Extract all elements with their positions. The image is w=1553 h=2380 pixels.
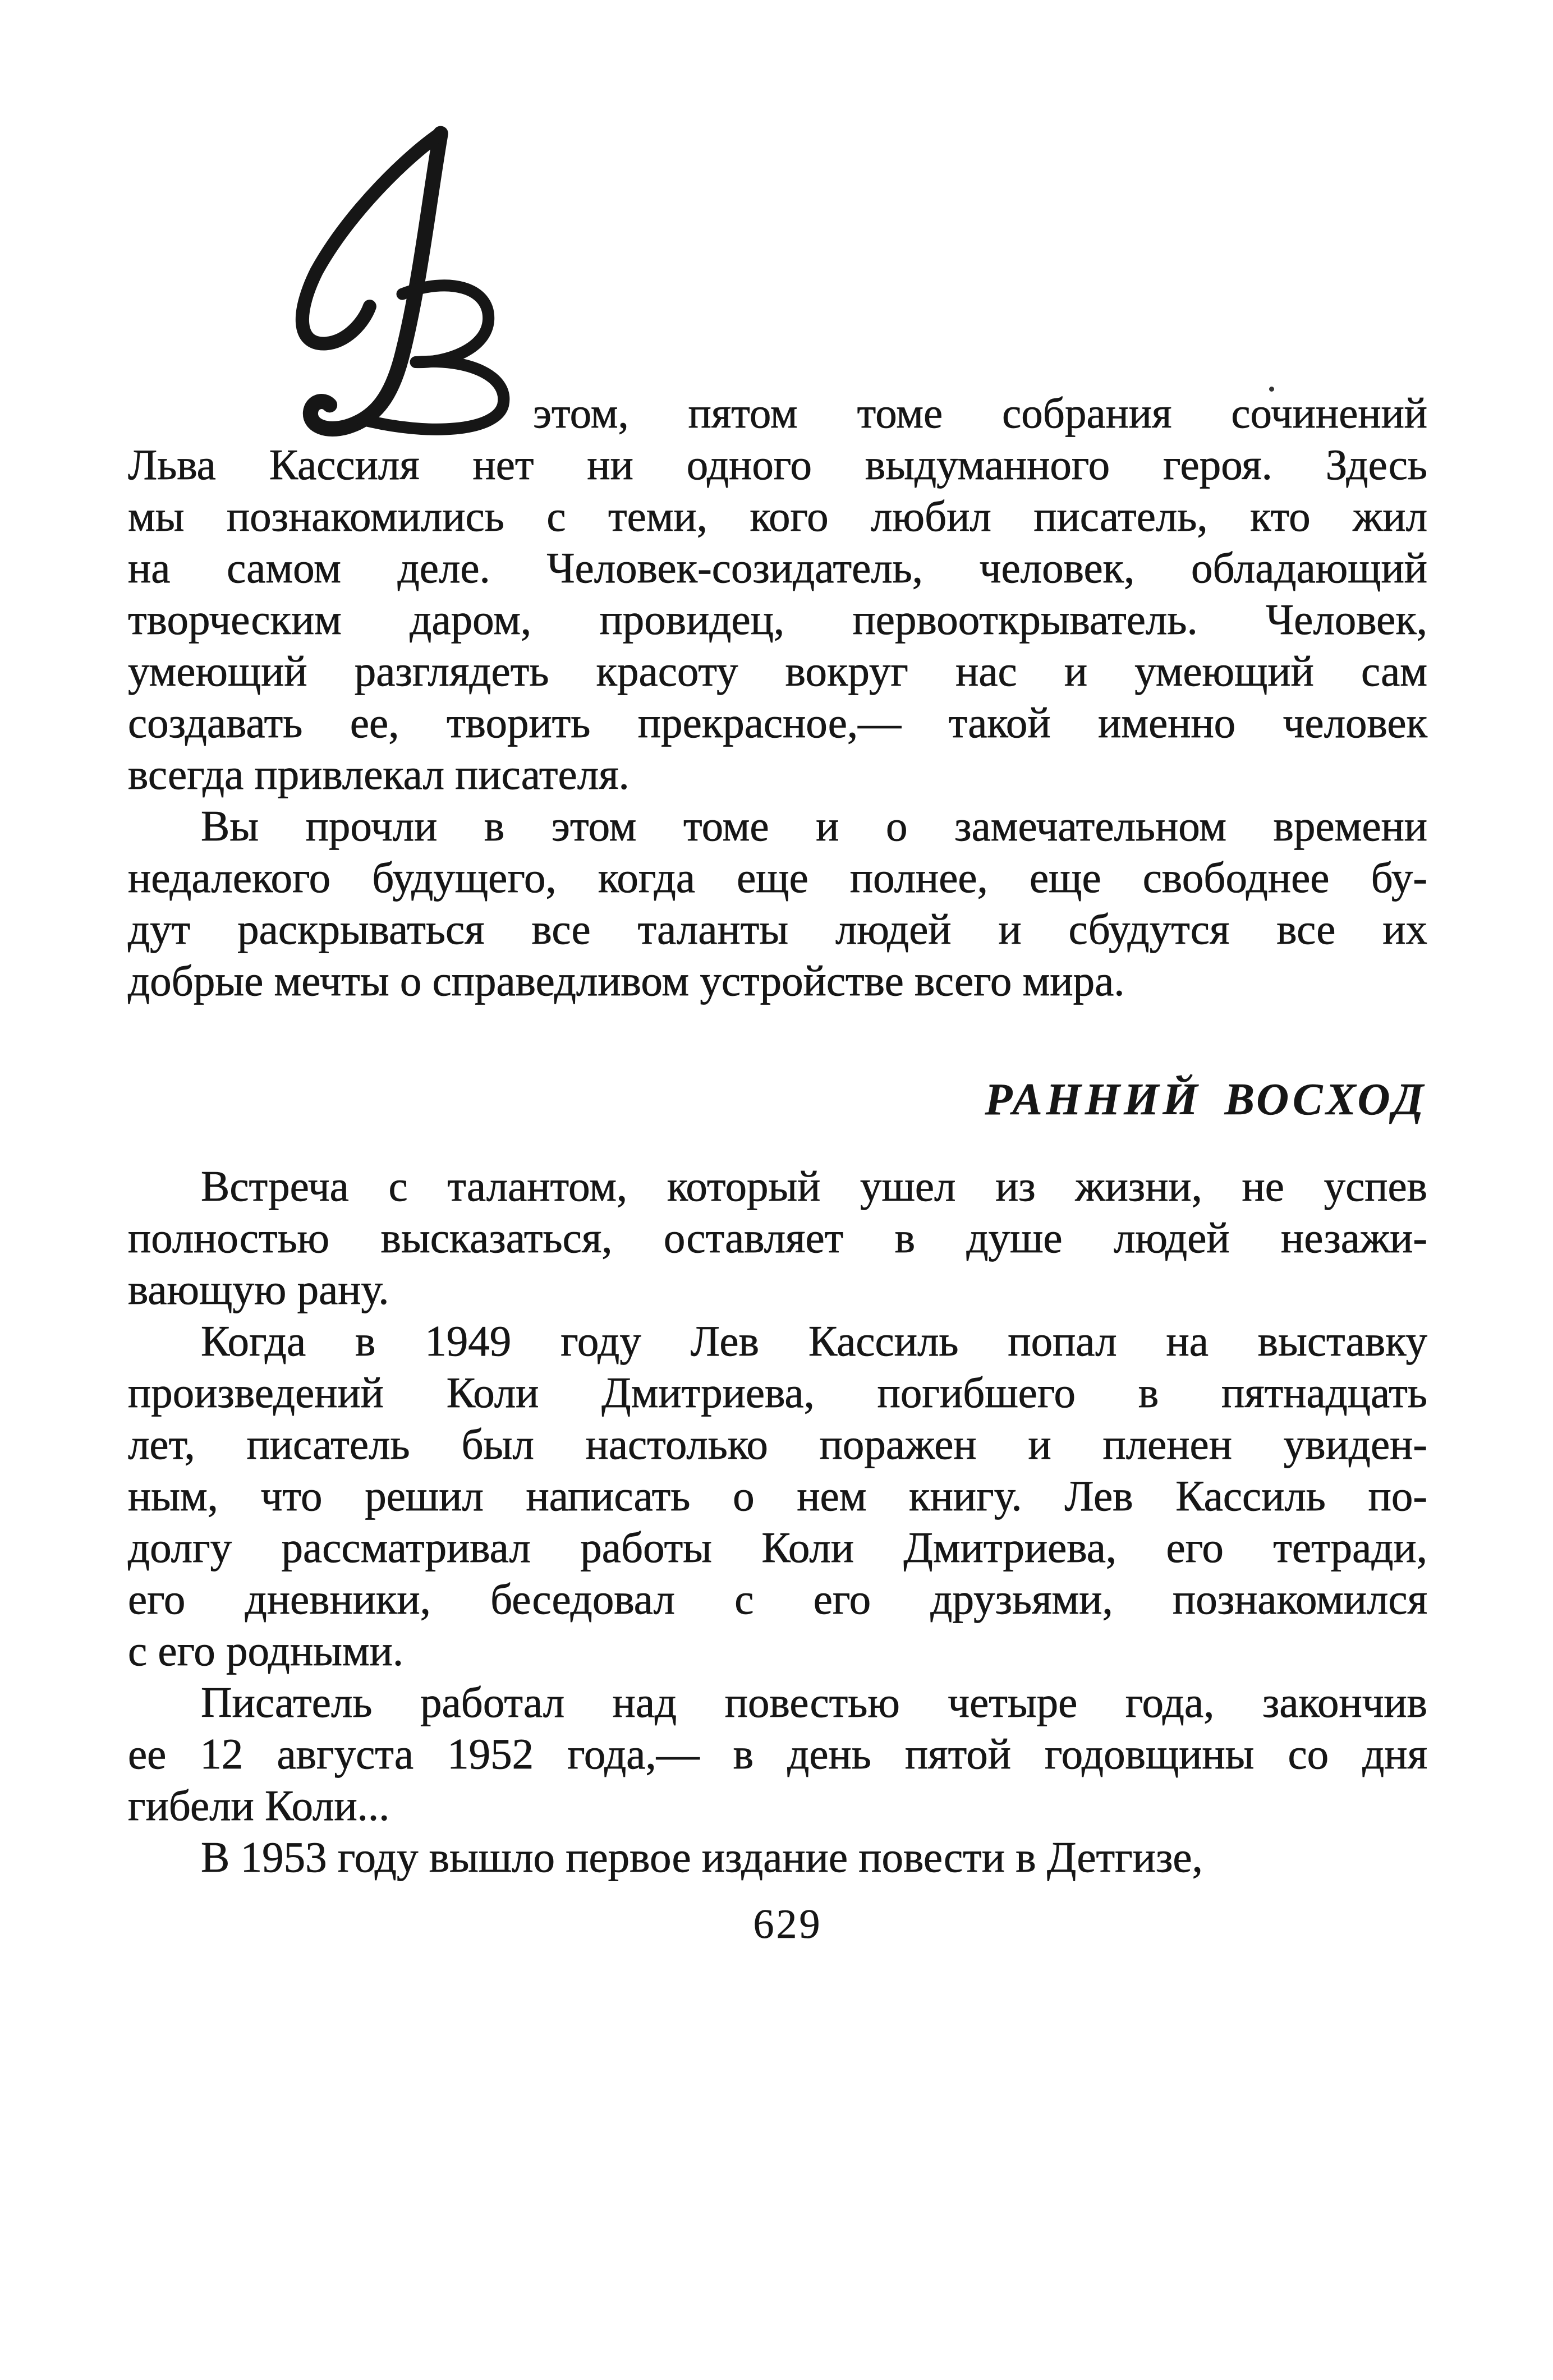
text-line: дут раскрываться все таланты людей и сбудутся все их bbox=[128, 905, 1427, 953]
text-line: ее 12 августа 1952 года,— в день пятой годовщины со дня bbox=[128, 1730, 1427, 1778]
text-line: умеющий разглядеть красоту вокруг нас и умеющий сам bbox=[128, 647, 1427, 695]
text-line: полностью высказаться, оставляет в душе людей незажи- bbox=[128, 1214, 1427, 1262]
section-body bbox=[128, 1160, 1427, 1883]
section-paragraph-2 bbox=[128, 1315, 1427, 1676]
text-line: всегда привлекал писателя. bbox=[128, 750, 630, 798]
text-line: В 1953 году вышло первое издание повести в Детгизе, bbox=[201, 1833, 1203, 1881]
text-line: Когда в 1949 году Лев Кассиль попал на выставку bbox=[201, 1317, 1427, 1365]
text-line: Писатель работал над повестью четыре года, закончив bbox=[201, 1678, 1427, 1726]
text-line: ным, что решил написать о нем книгу. Лев Кассиль по- bbox=[128, 1472, 1427, 1520]
intro-paragraph-2 bbox=[128, 800, 1427, 1007]
section-paragraph-4 bbox=[128, 1831, 1427, 1883]
section-paragraph-3 bbox=[128, 1676, 1427, 1831]
section-paragraph-1 bbox=[128, 1160, 1427, 1315]
text-column bbox=[128, 387, 1427, 1883]
text-line: добрые мечты о справедливом устройстве всего мира. bbox=[128, 957, 1125, 1005]
text-line: гибели Коли... bbox=[128, 1781, 390, 1830]
text-line: произведений Коли Дмитриева, погибшего в пятнадцать bbox=[128, 1368, 1427, 1417]
section-heading: РАННИЙ ВОСХОД bbox=[985, 1075, 1427, 1124]
text-line: создавать ее, творить прекрасное,— такой именно человек bbox=[128, 699, 1427, 747]
text-line: Встреча с талантом, который ушел из жизни, не успев bbox=[201, 1162, 1427, 1210]
text-line: с его родными. bbox=[128, 1627, 404, 1675]
text-line: его дневники, беседовал с его друзьями, познакомился bbox=[128, 1575, 1427, 1623]
text-line: этом, пятом томе собрания сочинений bbox=[533, 389, 1427, 437]
page-number: 629 bbox=[753, 1901, 823, 1947]
text-line: недалекого будущего, когда еще полнее, еще свободнее бу- bbox=[128, 853, 1427, 902]
text-line: лет, писатель был настолько поражен и пленен увиден- bbox=[128, 1420, 1427, 1468]
text-line: творческим даром, провидец, первооткрыватель. Человек, bbox=[128, 595, 1427, 644]
text-line: вающую рану. bbox=[128, 1265, 389, 1313]
text-line: долгу рассматривал работы Коли Дмитриева, его тетради, bbox=[128, 1523, 1427, 1572]
text-line: на самом деле. Человек-созидатель, человек, обладающий bbox=[128, 544, 1427, 592]
text-line: Вы прочли в этом томе и о замечательном времени bbox=[201, 802, 1427, 850]
text-line: Льва Кассиля нет ни одного выдуманного героя. Здесь bbox=[128, 440, 1427, 489]
text-line: мы познакомились с теми, кого любил писатель, кто жил bbox=[128, 492, 1427, 540]
intro-paragraph-1 bbox=[128, 387, 1427, 800]
